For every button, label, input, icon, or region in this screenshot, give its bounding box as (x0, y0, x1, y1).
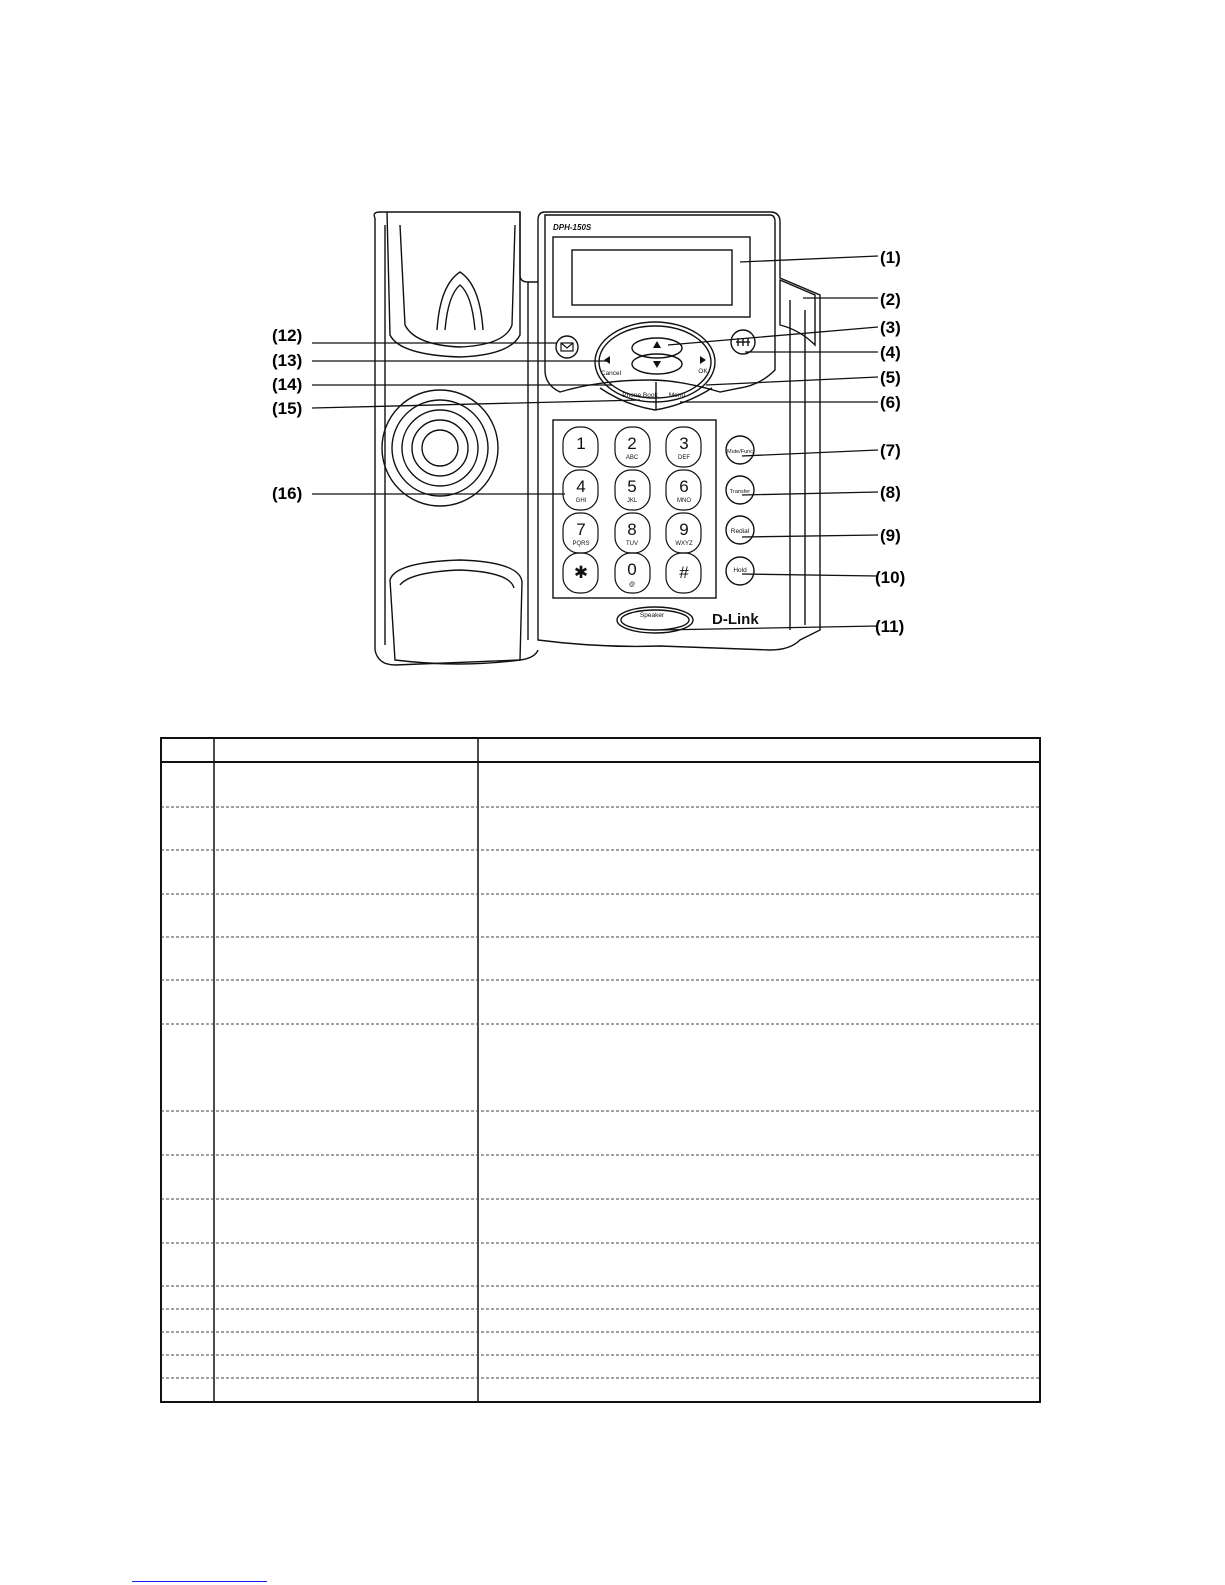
redial-label: Redial (730, 528, 750, 535)
callout-2: (2) (880, 290, 901, 309)
key-4: 4 (576, 477, 586, 496)
callout-9: (9) (880, 526, 901, 545)
callout-5: (5) (880, 368, 901, 387)
phone-diagram (0, 0, 1225, 700)
footer-link-underline (132, 1581, 267, 1582)
callout-15: (15) (272, 399, 303, 418)
key-4-letters: GHI (575, 498, 587, 504)
key-7-letters: PQRS (572, 541, 590, 547)
key-9-letters: WXYZ (675, 541, 693, 547)
key-6-letters: MNO (677, 498, 691, 504)
phone-book-label: Phone Book (622, 392, 658, 399)
key-star: ✱ (573, 563, 589, 582)
key-7: 7 (576, 520, 586, 539)
mail-icon (561, 343, 573, 351)
key-2-letters: ABC (625, 455, 639, 461)
key-hash: # (679, 563, 689, 582)
callout-14: (14) (272, 375, 303, 394)
ok-label: OK (698, 368, 708, 375)
callout-3: (3) (880, 318, 901, 337)
callout-8: (8) (880, 483, 901, 502)
mute-func-label: Mute/Func (727, 449, 753, 455)
callout-6: (6) (880, 393, 901, 412)
callout-13: (13) (272, 351, 303, 370)
callout-7: (7) (880, 441, 901, 460)
key-3: 3 (679, 434, 689, 453)
key-6: 6 (679, 477, 689, 496)
callout-4: (4) (880, 343, 901, 362)
description-table (160, 737, 1041, 1403)
speaker-label: Speaker (639, 612, 665, 619)
hold-label: Hold (733, 567, 747, 574)
left-arrow-icon (604, 356, 610, 364)
key-0: 0 (627, 560, 637, 579)
model-label: DPH-150S (553, 223, 592, 232)
callout-11: (11) (875, 617, 905, 636)
key-3-letters: DEF (678, 455, 690, 461)
key-9: 9 (679, 520, 689, 539)
up-arrow-icon (653, 341, 661, 348)
menu-label: Menu (668, 392, 686, 399)
down-arrow-icon (653, 361, 661, 368)
key-1: 1 (576, 434, 586, 453)
key-8: 8 (627, 520, 637, 539)
key-5-letters: JKL (626, 498, 638, 504)
transfer-label: Transfer (729, 489, 751, 495)
cancel-label: Cancel (600, 370, 622, 377)
table-outer-border (161, 738, 1040, 1402)
callout-12: (12) (272, 326, 303, 345)
right-arrow-icon (700, 356, 706, 364)
callout-16: (16) (272, 484, 303, 503)
callout-10: (10) (875, 568, 906, 587)
brand-logo: D-Link (712, 611, 759, 628)
key-5: 5 (627, 477, 637, 496)
callout-1: (1) (880, 248, 901, 267)
key-0-letters: @ (628, 582, 636, 588)
key-8-letters: TUV (626, 541, 638, 547)
key-2: 2 (627, 434, 637, 453)
